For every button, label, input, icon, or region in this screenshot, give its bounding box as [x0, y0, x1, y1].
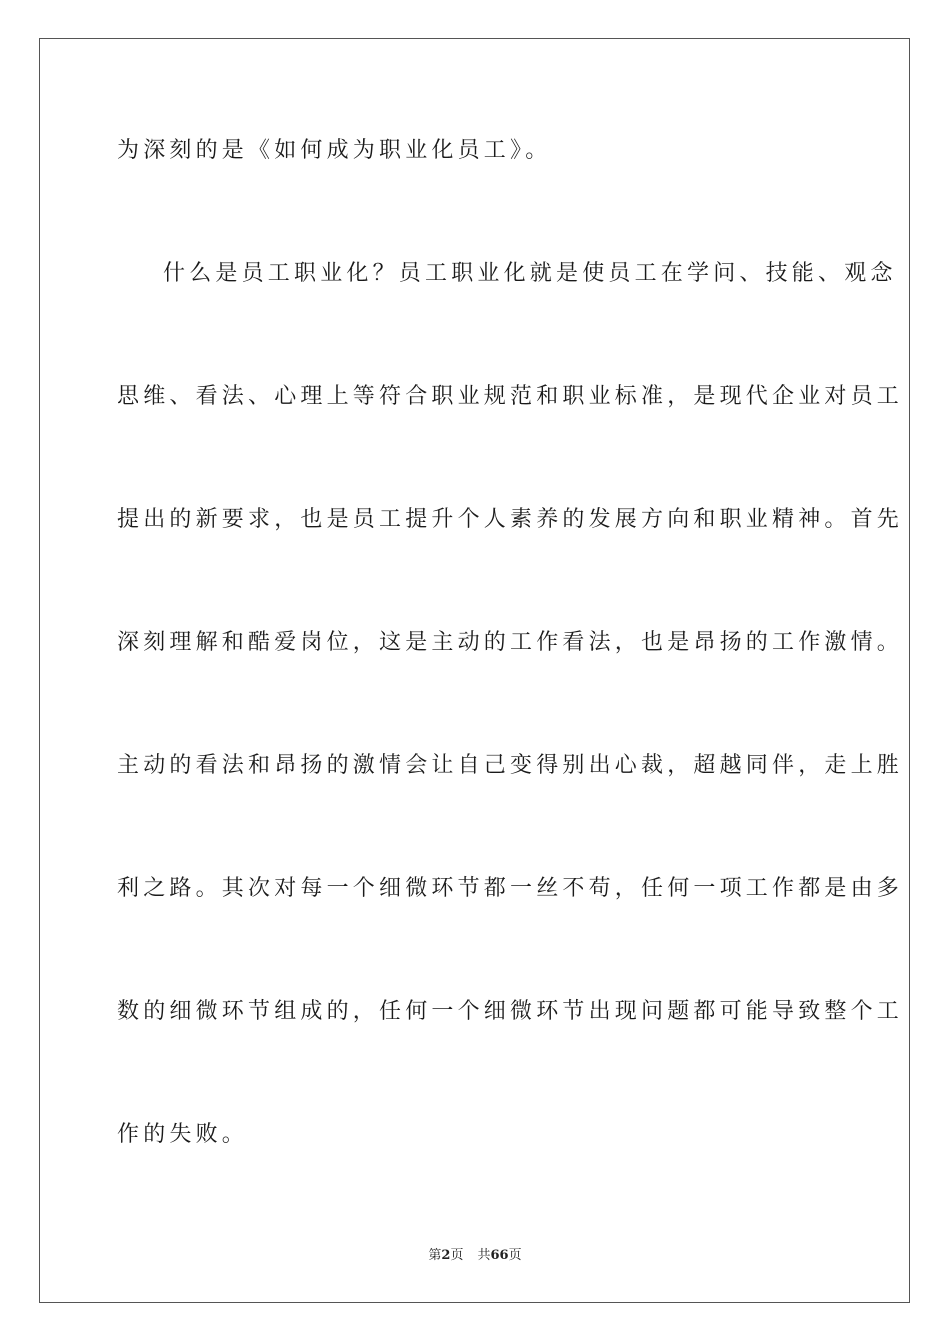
page-suffix: 页 [450, 1248, 464, 1263]
body-text-line: 深刻理解和酷爱岗位，这是主动的工作看法，也是昂扬的工作激情。 [117, 630, 904, 655]
page-footer [0, 1247, 950, 1265]
body-text-line: 数的细微环节组成的，任何一个细微环节出现问题都可能导致整个工 [117, 999, 904, 1024]
page-border [39, 38, 910, 1303]
body-text-line: 为深刻的是《如何成为职业化员工》。 [117, 138, 552, 163]
body-text-line: 提出的新要求，也是员工提升个人素养的发展方向和职业精神。首先 [117, 507, 904, 532]
body-text-line: 什么是员工职业化？员工职业化就是使员工在学问、技能、观念 [163, 261, 897, 286]
body-text-line: 作的失败。 [117, 1122, 249, 1147]
page-number: 2 [441, 1248, 451, 1263]
body-text-line: 主动的看法和昂扬的激情会让自己变得别出心裁，超越同伴，走上胜 [117, 753, 904, 778]
body-text-line: 思维、看法、心理上等符合职业规范和职业标准，是现代企业对员工 [117, 384, 904, 409]
total-pages: 66 [490, 1248, 509, 1263]
page-prefix: 第 [428, 1248, 442, 1263]
body-text-line: 利之路。其次对每一个细微环节都一丝不苟，任何一项工作都是由多 [117, 876, 904, 901]
total-prefix: 共 [477, 1248, 491, 1263]
total-suffix: 页 [508, 1248, 522, 1263]
